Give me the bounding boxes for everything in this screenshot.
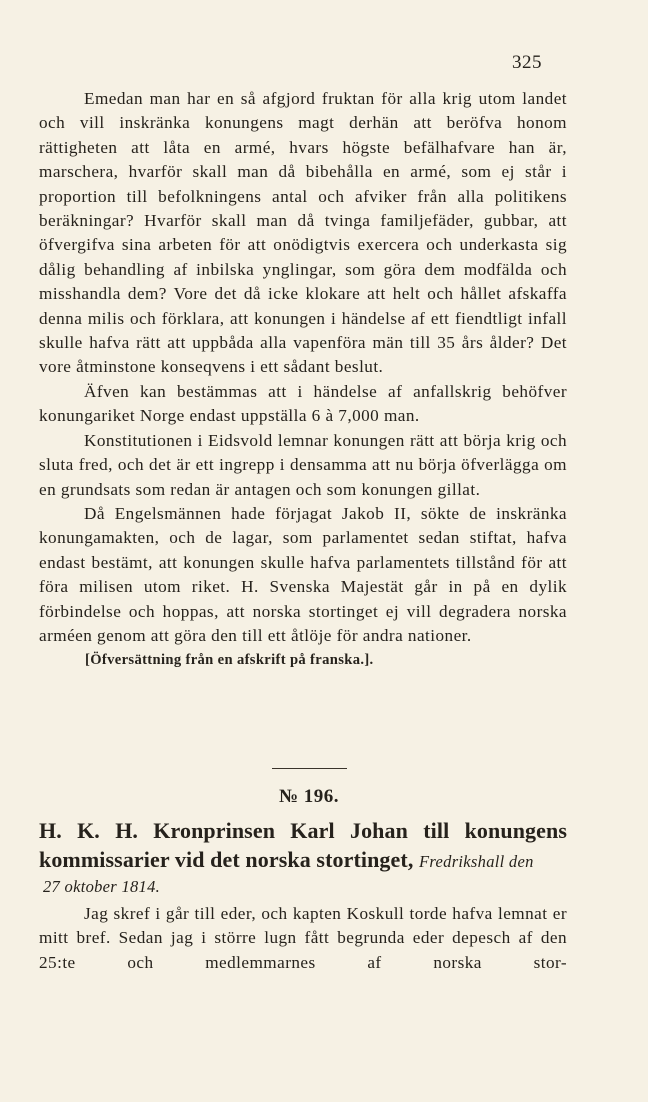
document-number: № 196. [278, 786, 340, 807]
body-paragraph: Jag skref i går till eder, och kapten Koskull torde hafva lemnat er mitt bref. Sedan jag i större lugn fått begrunda eder depesch af den 25:te och medlemmarnes af norska stor- [39, 904, 567, 972]
paragraph-4: Då Engelsmännen hade förjagat Jakob II, sökte de inskränka konungamakten, och de lagar, som parlamentet sedan stiftat, hafva endast bestämt, att konungen skulle hafva parlamentets tillstånd för att föra milisen utom riket. H. Svenska Majestät går in på en dylik förbindelse och hoppas, att norska stortinget ej vill degradera norska arméen genom att göra den till ett åtlöje för andra nationer. [39, 503, 567, 645]
paragraph-2: Äfven kan bestämmas att i händelse af anfallskrig behöfver konungariket Norge endast uppställa 6 à 7,000 man. [39, 381, 567, 426]
paragraph-3: Konstitutionen i Eidsvold lemnar konungen rätt att börja krig och sluta fred, och det är ett ingrepp i densamma att nu börja öfverlägga om en grundsats som redan är antagen och som konungen gillat. [39, 430, 567, 499]
heading-title: H. K. H. Kronprinsen Karl Johan till konungens kommissarier vid det norska stortinget, [39, 818, 567, 872]
section-divider [272, 768, 347, 769]
document-body [39, 902, 567, 975]
page-number: 325 [512, 52, 542, 73]
heading-place: Fredrikshall den [419, 852, 534, 871]
document-heading [39, 816, 567, 898]
heading-date: 27 oktober 1814. [43, 877, 161, 896]
paragraph-1: Emedan man har en så afgjord fruktan för alla krig utom landet och vill inskränka konungens magt derhän att beröfva honom rättigheten att låta en armé, hvars högste befälhafvare han är, marschera, hvarför skall man då bibehålla en armé, som ej står i proportion till befolkningens antal och afviker från alla politikens beräkningar? Hvarför skall man då tvinga familjefäder, gubbar, att öfvergifva sina arbeten för att onödigtvis exercera och underkasta sig dålig behandling af inbilska ynglingar, som göra dem modfälda och misshandla dem? Vore det då icke klokare att helt och hållet afskaffa denna milis och förklara, att konungen i händelse af ett fiendtligt infall skulle hafva rätt att uppbåda alla vapenföra män till 35 års ålder? Det vore åtminstone konseqvens i ett sådant beslut. [39, 89, 567, 377]
translation-note: [Öfversättning från en afskrift på franska.]. [85, 652, 374, 669]
letter-text [39, 87, 567, 673]
